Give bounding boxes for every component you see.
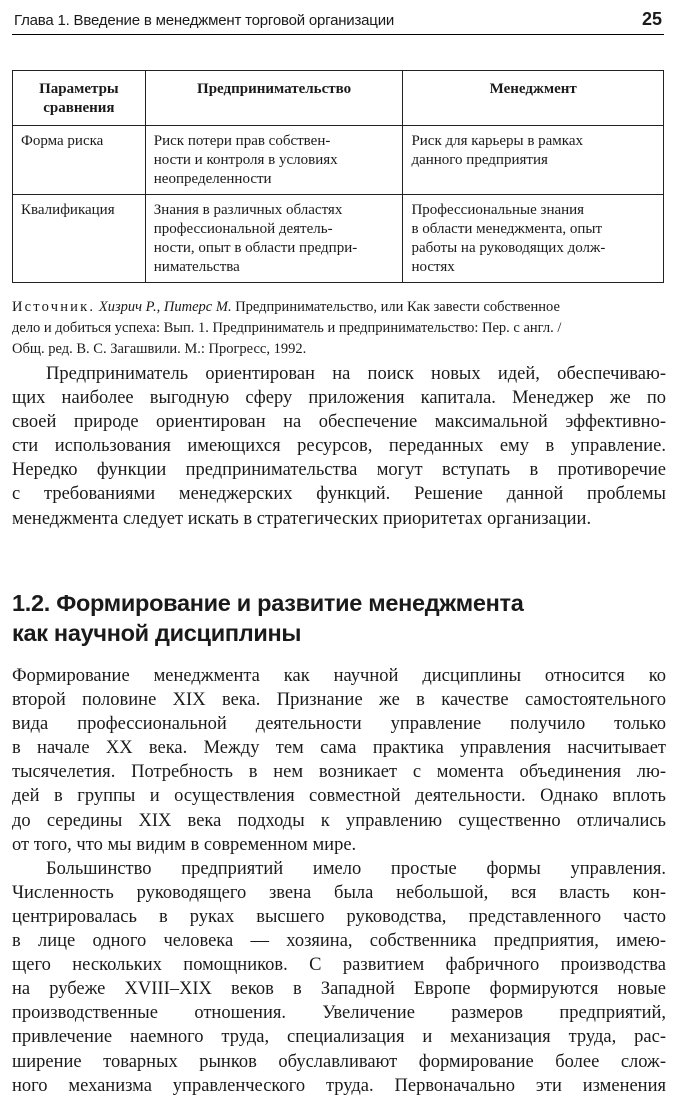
table-cell	[13, 195, 146, 283]
text-line: ширение товарных рынков обуславливают формирование более слож-	[12, 1051, 666, 1072]
table-header-cell	[13, 71, 146, 126]
table-header-cell	[145, 71, 403, 126]
heading-line: 1.2. Формирование и развитие менеджмента	[12, 590, 524, 616]
chapter-title: Глава 1. Введение в менеджмент торговой организации	[14, 12, 395, 29]
cell-line: работы на руководящих долж-	[411, 240, 606, 256]
text-line: вида профессиональной деятельности управление получило только	[12, 714, 666, 735]
cell-line: ностях	[411, 259, 455, 275]
text-line: Большинство предприятий имело простые формы управления.	[46, 858, 666, 879]
cell-line: Риск потери прав собствен-	[153, 133, 331, 149]
table-cell	[403, 126, 664, 195]
header-line: Параметры	[39, 81, 119, 97]
text-line: Предприниматель ориентирован на поиск новых идей, обеспечиваю-	[46, 364, 666, 384]
table-cell	[145, 195, 403, 283]
header-line: Предпринимательство	[197, 81, 352, 97]
page-number: 25	[641, 9, 662, 29]
table-header-row	[13, 71, 664, 126]
text-line: до середины XIX века подходы к управлению существенно отличались	[12, 810, 666, 831]
text-line: менеджмента следует искать в стратегических приоритетах организации.	[12, 508, 592, 529]
source-authors: Хизрич Р., Питерс М.	[98, 299, 232, 315]
source-line: Общ. ред. В. С. Загашвили. М.: Прогресс, 1992.	[12, 341, 307, 357]
table-row	[13, 195, 664, 283]
source-line: дело и добиться успеха: Вып. 1. Предприниматель и предпринимательство: Пер. с англ. /	[12, 320, 562, 336]
cell-line: профессиональной деятель-	[153, 221, 333, 237]
table-row	[13, 126, 664, 195]
text-line: привлечение наемного труда, специализация и механизация труда, рас-	[12, 1027, 666, 1048]
text-line: в лице одного человека — хозяина, собственника предприятия, имею-	[12, 931, 666, 952]
cell-line: данного предприятия	[411, 152, 548, 168]
cell-line: Знания в различных областях	[153, 202, 343, 218]
running-header	[12, 8, 664, 35]
text-line: сти использования имеющихся ресурсов, переданных ему в управление.	[12, 436, 666, 457]
text-line: производственные отношения. Увеличение размеров предприятий,	[12, 1003, 666, 1024]
comparison-table	[12, 70, 664, 283]
text-line: Нередко функции предпринимательства могут вступать в противоречие	[12, 460, 666, 481]
cell-line: нимательства	[153, 259, 240, 275]
text-line: Формирование менеджмента как научной дисциплины относится ко	[12, 666, 666, 686]
text-line: в начале XX века. Между тем сама практика управления насчитывает	[12, 738, 666, 759]
heading-line: как научной дисциплины	[12, 620, 302, 646]
table-cell	[403, 195, 664, 283]
section-heading	[12, 588, 666, 648]
cell-line: в области менеджмента, опыт	[411, 221, 603, 237]
table-header-cell	[403, 71, 664, 126]
text-line: второй половине XIX века. Признание же в качестве самостоятельного	[12, 690, 666, 711]
text-line: центрировалась в руках высшего руководства, представленного часто	[12, 906, 666, 927]
text-line: дей в группы и осуществления совместной деятельности. Однако вплоть	[12, 786, 666, 807]
cell-line: Форма риска	[21, 133, 104, 149]
table-cell	[13, 126, 146, 195]
text-line: щих наиболее выгодную сферу приложения капитала. Менеджер же по	[12, 388, 666, 409]
source-line	[12, 297, 668, 318]
source-title: Предпринимательство, или Как завести собственное	[235, 299, 560, 315]
text-line: Численность руководящего звена была небольшой, вся власть кон-	[12, 882, 666, 903]
text-line: на рубеже XVIII–XIX веков в Западной Европе формируются новые	[12, 979, 666, 1000]
cell-line: Профессиональные знания	[411, 202, 585, 218]
header-line: Менеджмент	[489, 81, 577, 97]
text-line: ного механизма управленческого труда. Первоначально эти изменения	[12, 1075, 666, 1096]
text-line: тысячелетия. Потребность в нем возникает с момента объединения лю-	[12, 762, 666, 783]
cell-line: Квалификация	[21, 202, 115, 218]
table-cell	[145, 126, 403, 195]
paragraph-entrepreneur	[12, 362, 666, 531]
cell-line: ности, опыт в области предпри-	[153, 240, 358, 256]
text-line: от того, что мы видим в современном мире.	[12, 834, 357, 855]
table-source-note	[12, 297, 668, 360]
cell-line: неопределенности	[153, 171, 272, 187]
source-label: Источник.	[12, 299, 96, 315]
paragraph-formation	[12, 664, 666, 1098]
text-line: щего нескольких помощников. С развитием фабричного производства	[12, 955, 666, 976]
header-line: сравнения	[43, 100, 115, 116]
cell-line: Риск для карьеры в рамках	[411, 133, 584, 149]
text-line: своей природе ориентирован на обеспечение максимальной эффективно-	[12, 412, 666, 433]
cell-line: ности и контроля в условиях	[153, 152, 338, 168]
text-line: с требованиями менеджерских функций. Решение данной проблемы	[12, 484, 666, 505]
